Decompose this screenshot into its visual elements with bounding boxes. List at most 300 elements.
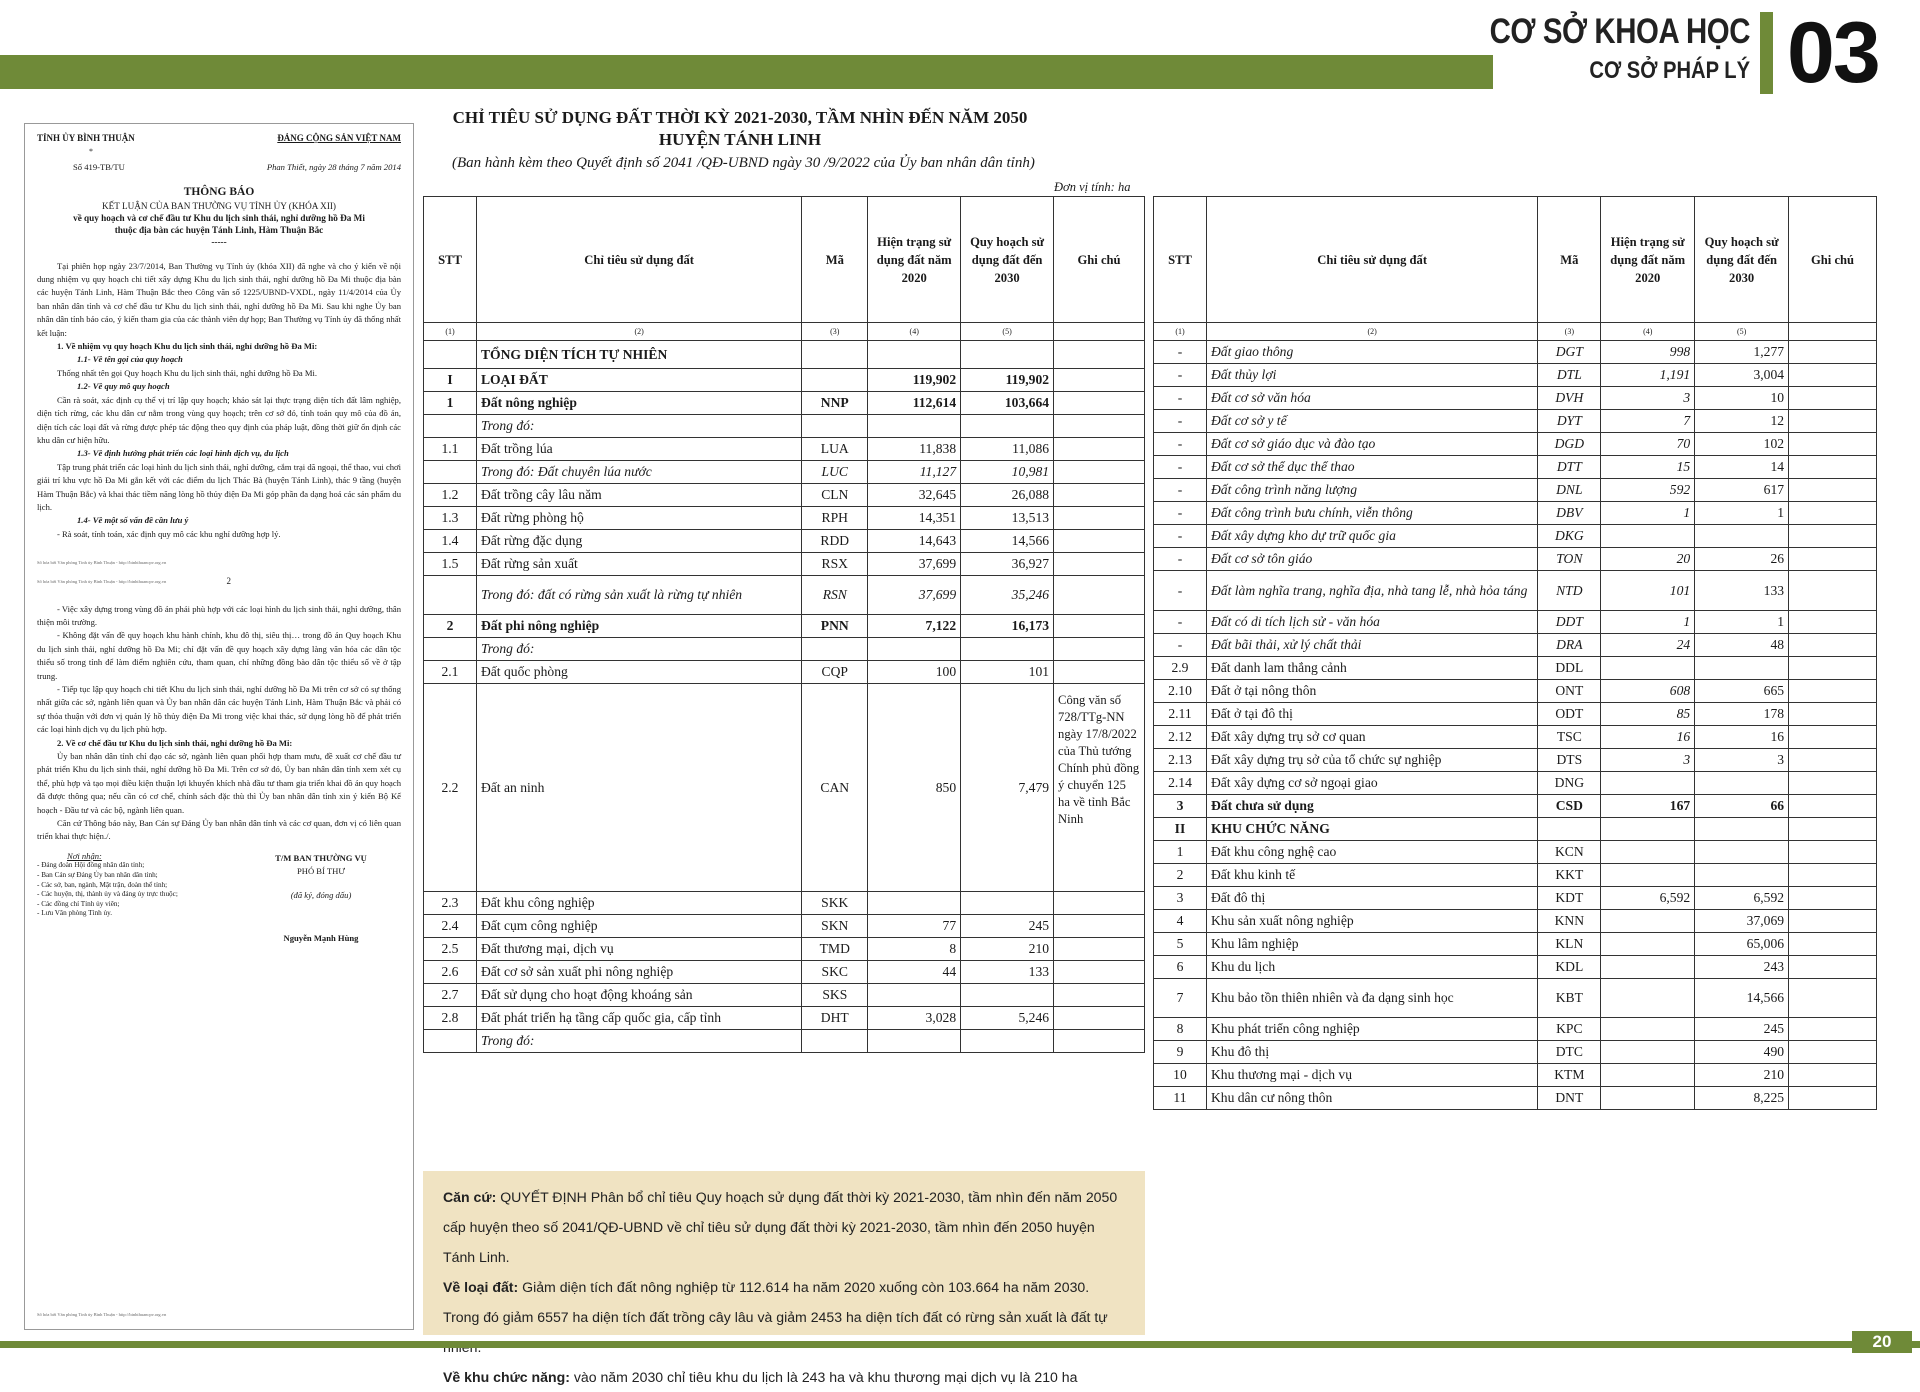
cell-name: Đất rừng phòng hộ bbox=[476, 507, 801, 530]
cell-name: TỔNG DIỆN TÍCH TỰ NHIÊN bbox=[476, 341, 801, 369]
cell-note bbox=[1054, 438, 1145, 461]
doc-paragraph: Tại phiên họp ngày 23/7/2014, Ban Thường vụ Tỉnh ủy (khóa XII) đã nghe và cho ý kiến về nội dung nhiệm vụ quy hoạch chi tiết xây dựng Khu du lịch sinh thái, nghỉ dưỡng hồ Đa Mi thuộc địa bàn các huyện Tánh Linh, Hàm Thuận Bắc theo Công văn số 1225/UBND-VXDL, ngày 11/4/2014 của Ủy ban nhân dân tỉnh và cơ chế đầu tư Khu du lịch sinh thái, nghỉ dưỡng hồ Đa Mi. Sau khi nghe Ủy ban nhân dân tỉnh báo cáo, ý kiến tham gia của các thành viên dự họp; Ban Thường vụ Tỉnh ủy đã thống nhất kết luận: bbox=[37, 260, 401, 338]
cell-2020: 998 bbox=[1601, 341, 1695, 364]
cell-2020: 3,028 bbox=[868, 1007, 961, 1030]
cell-2020 bbox=[1601, 1064, 1695, 1087]
cell-2030: 5,246 bbox=[961, 1007, 1054, 1030]
cell-name: Đất xây dựng trụ sở cơ quan bbox=[1206, 726, 1537, 749]
cell-note bbox=[1054, 484, 1145, 507]
cell-name: Đất cơ sở giáo dục và đào tạo bbox=[1206, 433, 1537, 456]
doc-recipient: - Các huyện, thị, thành ủy và đảng ủy trực thuộc; bbox=[37, 890, 178, 899]
table-row bbox=[424, 615, 1145, 638]
cell-note bbox=[1054, 415, 1145, 438]
table-row bbox=[1154, 387, 1877, 410]
cell-2020 bbox=[1601, 1018, 1695, 1041]
cell-2020 bbox=[1601, 657, 1695, 680]
cell-2020: 8 bbox=[868, 938, 961, 961]
doc-sign-note: (đã ký, đóng dấu) bbox=[290, 889, 352, 900]
cell-name: Đất rừng đặc dụng bbox=[476, 530, 801, 553]
cell-name: Đất trồng lúa bbox=[476, 438, 801, 461]
cell-stt: 8 bbox=[1154, 1018, 1207, 1041]
cell-code: TMD bbox=[802, 938, 868, 961]
cell-stt: 2 bbox=[424, 615, 477, 638]
cell-code: RSX bbox=[802, 553, 868, 576]
cell-note bbox=[1789, 525, 1877, 548]
cell-2030: 103,664 bbox=[961, 392, 1054, 415]
cell-name: Đất khu kinh tế bbox=[1206, 864, 1537, 887]
cell-name: Trong đó: đất có rừng sản xuất là rừng tự nhiên bbox=[476, 576, 801, 615]
cell-2020 bbox=[1601, 818, 1695, 841]
cell-code: DRA bbox=[1538, 634, 1601, 657]
cell-2030: 1 bbox=[1695, 611, 1789, 634]
cell-note bbox=[1054, 915, 1145, 938]
cell-note bbox=[1054, 892, 1145, 915]
table-row bbox=[1154, 657, 1877, 680]
cell-name: Trong đó: bbox=[476, 1030, 801, 1053]
col-number: (1) bbox=[424, 323, 477, 341]
cell-stt: 2.1 bbox=[424, 661, 477, 684]
cell-2030 bbox=[1695, 841, 1789, 864]
cell-stt: - bbox=[1154, 502, 1207, 525]
table-row bbox=[1154, 364, 1877, 387]
col-header-2020: Hiện trạng sử dụng đất năm 2020 bbox=[1601, 197, 1695, 323]
cell-2020 bbox=[868, 341, 961, 369]
doc-paragraph: - Rà soát, tính toán, xác định quy mô các khu nghỉ dưỡng hợp lý. bbox=[57, 528, 281, 539]
cell-code: SKK bbox=[802, 892, 868, 915]
table-title-line1: CHỈ TIÊU SỬ DỤNG ĐẤT THỜI KỲ 2021-2030, TẦM NHÌN ĐẾN NĂM 2050 bbox=[452, 108, 1028, 127]
table-title-line2: HUYỆN TÁNH LINH bbox=[658, 130, 822, 149]
table-row bbox=[1154, 956, 1877, 979]
cell-2030: 35,246 bbox=[961, 576, 1054, 615]
cell-note bbox=[1789, 433, 1877, 456]
cell-name: Khu phát triển công nghiệp bbox=[1206, 1018, 1537, 1041]
col-header-stt: STT bbox=[1154, 197, 1207, 323]
cell-2030: 10 bbox=[1695, 387, 1789, 410]
cell-code: LUA bbox=[802, 438, 868, 461]
section-title bbox=[1440, 14, 1750, 83]
table-row bbox=[1154, 772, 1877, 795]
table-row bbox=[424, 915, 1145, 938]
cell-2020 bbox=[868, 1030, 961, 1053]
cell-note bbox=[1789, 887, 1877, 910]
cell-stt: - bbox=[1154, 634, 1207, 657]
cell-stt: 2 bbox=[1154, 864, 1207, 887]
cell-name: Đất cơ sở văn hóa bbox=[1206, 387, 1537, 410]
cell-2030: 490 bbox=[1695, 1041, 1789, 1064]
doc-party: ĐẢNG CỘNG SẢN VIỆT NAM bbox=[277, 133, 401, 143]
cell-2030: 65,006 bbox=[1695, 933, 1789, 956]
table-row bbox=[1154, 841, 1877, 864]
doc-page-number: 2 bbox=[226, 576, 231, 587]
cell-name: Đất nông nghiệp bbox=[476, 392, 801, 415]
cell-name: Đất cơ sở y tế bbox=[1206, 410, 1537, 433]
cell-2030 bbox=[961, 892, 1054, 915]
cell-2030: 178 bbox=[1695, 703, 1789, 726]
cell-name: Đất thương mại, dịch vụ bbox=[476, 938, 801, 961]
cell-note bbox=[1789, 772, 1877, 795]
col-header-stt: STT bbox=[424, 197, 477, 323]
cell-code: KLN bbox=[1538, 933, 1601, 956]
doc-recipient: - Ban Cán sự Đảng Ủy ban nhân dân tỉnh; bbox=[37, 871, 158, 880]
cell-stt: - bbox=[1154, 387, 1207, 410]
cell-2020 bbox=[1601, 1041, 1695, 1064]
cell-2030: 14,566 bbox=[1695, 979, 1789, 1018]
cell-name: KHU CHỨC NĂNG bbox=[1206, 818, 1537, 841]
cell-note bbox=[1789, 1064, 1877, 1087]
cell-2030: 16 bbox=[1695, 726, 1789, 749]
cell-stt bbox=[424, 415, 477, 438]
table-row bbox=[1154, 795, 1877, 818]
table-row bbox=[1154, 611, 1877, 634]
table-row bbox=[424, 938, 1145, 961]
cell-code: DNG bbox=[1538, 772, 1601, 795]
cell-2030: 6,592 bbox=[1695, 887, 1789, 910]
cell-code: KDT bbox=[1538, 887, 1601, 910]
cell-name: Đất xây dựng cơ sở ngoại giao bbox=[1206, 772, 1537, 795]
table-row bbox=[1154, 680, 1877, 703]
cell-2020: 850 bbox=[868, 684, 961, 892]
doc-paragraph: Thống nhất tên gọi Quy hoạch Khu du lịch sinh thái, nghỉ dưỡng hồ Đa Mi. bbox=[57, 367, 318, 378]
table-row bbox=[424, 684, 1145, 892]
cell-2020 bbox=[1601, 525, 1695, 548]
cell-2030: 245 bbox=[1695, 1018, 1789, 1041]
table-row bbox=[1154, 818, 1877, 841]
cell-note bbox=[1789, 571, 1877, 611]
cell-2030: 16,173 bbox=[961, 615, 1054, 638]
cell-note bbox=[1054, 392, 1145, 415]
cell-stt: 2.9 bbox=[1154, 657, 1207, 680]
cell-stt: 11 bbox=[1154, 1087, 1207, 1110]
cell-note bbox=[1054, 615, 1145, 638]
cell-stt: 6 bbox=[1154, 956, 1207, 979]
table-row bbox=[424, 961, 1145, 984]
cell-2020 bbox=[1601, 956, 1695, 979]
table-row bbox=[1154, 1018, 1877, 1041]
cell-stt: 2.14 bbox=[1154, 772, 1207, 795]
col-number: (5) bbox=[1695, 323, 1789, 341]
doc-ref: Số 419-TB/TU bbox=[73, 161, 125, 172]
cell-2030 bbox=[1695, 864, 1789, 887]
doc-paragraph: - Không đặt vấn đề quy hoạch khu hành chính, khu đô thị, siêu thị… trong đồ án Quy hoạch Khu du lịch sinh thái, nghỉ dưỡng hồ Đa Mi; chỉ đặt vấn đề quy hoạch xây dựng làng văn hóa các dân tộc thiểu số trong tỉnh để làm điểm nghiên cứu, tham quan, chỉ những đồng bào dân tộc thiểu số về ở tập trung. bbox=[37, 630, 401, 681]
cell-code: SKS bbox=[802, 984, 868, 1007]
cell-code bbox=[1538, 818, 1601, 841]
cell-stt: 2.2 bbox=[424, 684, 477, 892]
cell-2020: 608 bbox=[1601, 680, 1695, 703]
doc-recipient: - Đảng đoàn Hội đồng nhân dân tỉnh; bbox=[37, 861, 145, 870]
cell-note bbox=[1789, 364, 1877, 387]
cell-2020 bbox=[1601, 979, 1695, 1018]
cell-stt: 5 bbox=[1154, 933, 1207, 956]
table-row bbox=[1154, 887, 1877, 910]
table-row bbox=[1154, 433, 1877, 456]
cell-note bbox=[1789, 548, 1877, 571]
cell-2020 bbox=[1601, 864, 1695, 887]
cell-name: Đất giao thông bbox=[1206, 341, 1537, 364]
header-green-bar bbox=[0, 55, 1493, 89]
table-row bbox=[1154, 410, 1877, 433]
cell-note bbox=[1789, 1041, 1877, 1064]
cell-note bbox=[1054, 1007, 1145, 1030]
cell-stt: 2.8 bbox=[424, 1007, 477, 1030]
table-row bbox=[424, 892, 1145, 915]
cell-note bbox=[1789, 726, 1877, 749]
section-number: 03 bbox=[1760, 12, 1879, 94]
cell-2020: 44 bbox=[868, 961, 961, 984]
cell-code bbox=[802, 1030, 868, 1053]
cell-2030 bbox=[1695, 818, 1789, 841]
table-row bbox=[1154, 479, 1877, 502]
doc-org: TỈNH ỦY BÌNH THUẬN bbox=[37, 133, 135, 143]
doc-paragraph: - Việc xây dựng trong vùng đồ án phải phù hợp với các loại hình du lịch sinh thái, nghỉ dưỡng, thân thiện môi trường. bbox=[37, 603, 401, 627]
cell-name: Đất xây dựng kho dự trữ quốc gia bbox=[1206, 525, 1537, 548]
cell-code: KKT bbox=[1538, 864, 1601, 887]
cell-2030 bbox=[961, 415, 1054, 438]
cell-2030 bbox=[961, 341, 1054, 369]
cell-stt: - bbox=[1154, 364, 1207, 387]
footer-green-line bbox=[0, 1341, 1920, 1348]
table-row bbox=[424, 661, 1145, 684]
doc-footer-note: Số hóa bởi Văn phòng Tỉnh ủy Bình Thuận - http://binhthuancpv.org.vn bbox=[37, 1312, 167, 1317]
col-number: (4) bbox=[1601, 323, 1695, 341]
cell-2030: 133 bbox=[961, 961, 1054, 984]
table-row bbox=[1154, 341, 1877, 364]
table-row bbox=[1154, 548, 1877, 571]
cell-name: Đất bãi thải, xử lý chất thải bbox=[1206, 634, 1537, 657]
cell-2020 bbox=[868, 638, 961, 661]
cell-2030 bbox=[961, 984, 1054, 1007]
cell-code: KTM bbox=[1538, 1064, 1601, 1087]
cell-name: Đất trồng cây lâu năm bbox=[476, 484, 801, 507]
cell-stt: 2.4 bbox=[424, 915, 477, 938]
cell-name: Đất khu công nghiệp bbox=[476, 892, 801, 915]
cell-2030 bbox=[1695, 657, 1789, 680]
cell-name: Khu thương mại - dịch vụ bbox=[1206, 1064, 1537, 1087]
cell-2020: 167 bbox=[1601, 795, 1695, 818]
cell-2020: 37,699 bbox=[868, 553, 961, 576]
cell-2030: 210 bbox=[961, 938, 1054, 961]
cell-stt: 2.3 bbox=[424, 892, 477, 915]
cell-note bbox=[1789, 611, 1877, 634]
cell-name: Khu đô thị bbox=[1206, 1041, 1537, 1064]
cell-2020: 37,699 bbox=[868, 576, 961, 615]
cell-2030: 133 bbox=[1695, 571, 1789, 611]
cell-2030: 3,004 bbox=[1695, 364, 1789, 387]
cell-note bbox=[1789, 1018, 1877, 1041]
table-row bbox=[424, 438, 1145, 461]
page-number: 20 bbox=[1852, 1331, 1912, 1353]
cell-2020: 15 bbox=[1601, 456, 1695, 479]
cell-stt: 1.1 bbox=[424, 438, 477, 461]
cell-name: Đất làm nghĩa trang, nghĩa địa, nhà tang lễ, nhà hỏa táng bbox=[1206, 571, 1537, 611]
cell-stt: 2.12 bbox=[1154, 726, 1207, 749]
cell-note: Công văn số 728/TTg-NN ngày 17/8/2022 của Thủ tướng Chính phủ đồng ý chuyển 125 ha về tỉnh Bắc Ninh bbox=[1054, 684, 1145, 892]
cell-2020: 119,902 bbox=[868, 369, 961, 392]
cell-2030 bbox=[961, 638, 1054, 661]
cell-2020 bbox=[1601, 841, 1695, 864]
table-row bbox=[1154, 1041, 1877, 1064]
cell-2020 bbox=[868, 892, 961, 915]
summary-box bbox=[423, 1171, 1145, 1385]
cell-code bbox=[802, 638, 868, 661]
cell-stt: 1.2 bbox=[424, 484, 477, 507]
cell-note bbox=[1789, 680, 1877, 703]
section-title-sub: CƠ SỞ PHÁP LÝ bbox=[1589, 57, 1750, 84]
cell-code: TSC bbox=[1538, 726, 1601, 749]
cell-name: Đất thủy lợi bbox=[1206, 364, 1537, 387]
cell-stt: 2.13 bbox=[1154, 749, 1207, 772]
cell-note bbox=[1054, 369, 1145, 392]
cell-code: ONT bbox=[1538, 680, 1601, 703]
cell-stt: - bbox=[1154, 571, 1207, 611]
cell-2020: 11,838 bbox=[868, 438, 961, 461]
cell-note bbox=[1789, 456, 1877, 479]
cell-2020: 85 bbox=[1601, 703, 1695, 726]
table-row bbox=[424, 530, 1145, 553]
cell-2030: 26,088 bbox=[961, 484, 1054, 507]
cell-note bbox=[1789, 818, 1877, 841]
col-number: (2) bbox=[476, 323, 801, 341]
col-header-name: Chỉ tiêu sử dụng đất bbox=[476, 197, 801, 323]
cell-stt: - bbox=[1154, 433, 1207, 456]
cell-note bbox=[1054, 553, 1145, 576]
cell-2030: 1,277 bbox=[1695, 341, 1789, 364]
cell-stt: I bbox=[424, 369, 477, 392]
cell-name: Đất chưa sử dụng bbox=[1206, 795, 1537, 818]
cell-name: Đất phát triển hạ tầng cấp quốc gia, cấp tỉnh bbox=[476, 1007, 801, 1030]
cell-note bbox=[1789, 956, 1877, 979]
cell-code: KDL bbox=[1538, 956, 1601, 979]
summary-text-function-zone: vào năm 2030 chỉ tiêu khu du lịch là 243 ha và khu thương mại dịch vụ là 210 ha bbox=[569, 1369, 1078, 1385]
cell-2030: 119,902 bbox=[961, 369, 1054, 392]
cell-stt bbox=[424, 1030, 477, 1053]
cell-code: KPC bbox=[1538, 1018, 1601, 1041]
table-row bbox=[424, 1030, 1145, 1053]
cell-name: Đất ở tại đô thị bbox=[1206, 703, 1537, 726]
cell-code: SKC bbox=[802, 961, 868, 984]
cell-stt: II bbox=[1154, 818, 1207, 841]
cell-note bbox=[1789, 657, 1877, 680]
cell-stt: 2.7 bbox=[424, 984, 477, 1007]
cell-2020 bbox=[1601, 910, 1695, 933]
summary-text-land-type: Giảm diện tích đất nông nghiệp từ 112.614 ha năm 2020 xuống còn 103.664 ha năm 2030. Trong đó giảm 6557 ha diện tích đất trồng cây lâu và giảm 2453 ha diện tích đất có rừng sản xuất là đất tự bbox=[443, 1279, 1108, 1325]
table-row bbox=[424, 415, 1145, 438]
doc-recipient: - Các sở, ban, ngành, Mặt trận, đoàn thể tỉnh; bbox=[37, 880, 168, 889]
cell-code: DGD bbox=[1538, 433, 1601, 456]
cell-stt: 7 bbox=[1154, 979, 1207, 1018]
cell-stt: 4 bbox=[1154, 910, 1207, 933]
cell-2030: 210 bbox=[1695, 1064, 1789, 1087]
cell-code: SKN bbox=[802, 915, 868, 938]
cell-stt bbox=[424, 638, 477, 661]
cell-2030: 665 bbox=[1695, 680, 1789, 703]
cell-name: Đất công trình năng lượng bbox=[1206, 479, 1537, 502]
cell-name: Đất cơ sở thể dục thể thao bbox=[1206, 456, 1537, 479]
cell-name: Khu lâm nghiệp bbox=[1206, 933, 1537, 956]
cell-2030: 26 bbox=[1695, 548, 1789, 571]
cell-name: Khu dân cư nông thôn bbox=[1206, 1087, 1537, 1110]
cell-code: DHT bbox=[802, 1007, 868, 1030]
cell-note bbox=[1789, 1087, 1877, 1110]
cell-stt: - bbox=[1154, 525, 1207, 548]
section-title-main: CƠ SỞ KHOA HỌC bbox=[1489, 12, 1750, 51]
table-row bbox=[424, 341, 1145, 369]
cell-note bbox=[1054, 961, 1145, 984]
doc-heading: 1. Về nhiệm vụ quy hoạch Khu du lịch sinh thái, nghỉ dưỡng hồ Đa Mi: bbox=[57, 341, 318, 352]
cell-note bbox=[1054, 661, 1145, 684]
cell-note bbox=[1789, 864, 1877, 887]
cell-2020: 24 bbox=[1601, 634, 1695, 657]
col-header-note: Ghi chú bbox=[1054, 197, 1145, 323]
cell-name: Đất sử dụng cho hoạt động khoáng sản bbox=[476, 984, 801, 1007]
doc-footer-note: Số hóa bởi Văn phòng Tỉnh ủy Bình Thuận - http://binhthuancpv.org.vn bbox=[37, 578, 167, 584]
col-header-2020: Hiện trạng sử dụng đất năm 2020 bbox=[868, 197, 961, 323]
doc-paragraph: Ủy ban nhân dân tỉnh chỉ đạo các sở, ngành liên quan phối hợp tham mưu, đề xuất cơ chế đầu tư phát triển Khu du lịch sinh thái, nghỉ dưỡng hồ Đa Mi. Trên cơ sở đó, Ủy ban nhân dân tỉnh xem xét cụ thể, phù hợp và tạo mọi điều kiện thuận lợi khuyến khích nhà đầu tư tham gia triển khai đồ án quy hoạch đã được thông qua; nếu cần có cơ chế, chính sách đặc thù thì Ủy ban nhân dân tỉnh xin ý kiến Bộ Kế hoạch - Đầu tư và các bộ, ngành liên quan. bbox=[37, 751, 401, 815]
doc-subheading: 1.1- Về tên gọi của quy hoạch bbox=[77, 354, 183, 365]
doc-paragraph: Cần rà soát, xác định cụ thể vị trí lập quy hoạch; khảo sát lại thực trạng diện tích đất lâm nghiệp, diện tích rừng, các khu dân cư nằm trong vùng quy hoạch; trên cơ sở đó, tính toán quy mô của đồ án, diện tích các loại đất và rừng được phép tác động theo quy định của pháp luật, đồng thời giữ ổn định các khu dân cư hiện hữu. bbox=[37, 394, 401, 445]
table-row bbox=[1154, 1064, 1877, 1087]
table-row bbox=[1154, 456, 1877, 479]
cell-stt: 1.5 bbox=[424, 553, 477, 576]
table-row bbox=[1154, 726, 1877, 749]
cell-2020 bbox=[1601, 772, 1695, 795]
cell-stt: 2.10 bbox=[1154, 680, 1207, 703]
cell-stt: - bbox=[1154, 611, 1207, 634]
cell-name: Trong đó: bbox=[476, 415, 801, 438]
cell-note bbox=[1054, 1030, 1145, 1053]
doc-recipient: - Các đồng chí Tỉnh ủy viên; bbox=[37, 899, 120, 908]
cell-2030: 37,069 bbox=[1695, 910, 1789, 933]
cell-note bbox=[1789, 841, 1877, 864]
cell-stt: 1.3 bbox=[424, 507, 477, 530]
table-title bbox=[420, 107, 1060, 151]
cell-2030: 14 bbox=[1695, 456, 1789, 479]
cell-2030: 13,513 bbox=[961, 507, 1054, 530]
table-row bbox=[424, 553, 1145, 576]
cell-note bbox=[1054, 530, 1145, 553]
cell-name: Khu du lịch bbox=[1206, 956, 1537, 979]
col-number: (5) bbox=[961, 323, 1054, 341]
cell-name: Khu sản xuất nông nghiệp bbox=[1206, 910, 1537, 933]
cell-code: DTC bbox=[1538, 1041, 1601, 1064]
col-header-code: Mã bbox=[1538, 197, 1601, 323]
cell-name: LOẠI ĐẤT bbox=[476, 369, 801, 392]
cell-code: DDL bbox=[1538, 657, 1601, 680]
cell-2020: 32,645 bbox=[868, 484, 961, 507]
cell-code: DDT bbox=[1538, 611, 1601, 634]
cell-note bbox=[1789, 979, 1877, 1018]
cell-note bbox=[1054, 461, 1145, 484]
cell-name: Đất cơ sở sản xuất phi nông nghiệp bbox=[476, 961, 801, 984]
cell-note bbox=[1789, 479, 1877, 502]
cell-note bbox=[1054, 576, 1145, 615]
legal-notice-document bbox=[24, 123, 414, 1330]
cell-note bbox=[1789, 502, 1877, 525]
cell-name: Đất khu công nghệ cao bbox=[1206, 841, 1537, 864]
doc-paragraph: Tập trung phát triển các loại hình du lịch sinh thái, nghỉ dưỡng, cắm trại dã ngoại, thể thao, vui chơi giải trí khu vực hồ Đa Mi gắn kết với các điểm du lịch Thác Bà (huyện Tánh Linh), thác 9 tầng (huyện Hàm Thuận Bắc) và khai thác tiềm năng lòng hồ thủy điện Đa Mi góp phần đa dạng hoá các sản phẩm du lịch. bbox=[37, 461, 401, 512]
cell-note bbox=[1054, 341, 1145, 369]
cell-2020: 14,643 bbox=[868, 530, 961, 553]
cell-code: DBV bbox=[1538, 502, 1601, 525]
cell-name: Đất cơ sở tôn giáo bbox=[1206, 548, 1537, 571]
col-header-note: Ghi chú bbox=[1789, 197, 1877, 323]
cell-2030: 11,086 bbox=[961, 438, 1054, 461]
cell-code: TON bbox=[1538, 548, 1601, 571]
cell-2020: 1 bbox=[1601, 611, 1695, 634]
cell-stt: 1 bbox=[1154, 841, 1207, 864]
cell-name: Khu bảo tồn thiên nhiên và đa dạng sinh học bbox=[1206, 979, 1537, 1018]
cell-2020: 3 bbox=[1601, 387, 1695, 410]
cell-note bbox=[1054, 984, 1145, 1007]
